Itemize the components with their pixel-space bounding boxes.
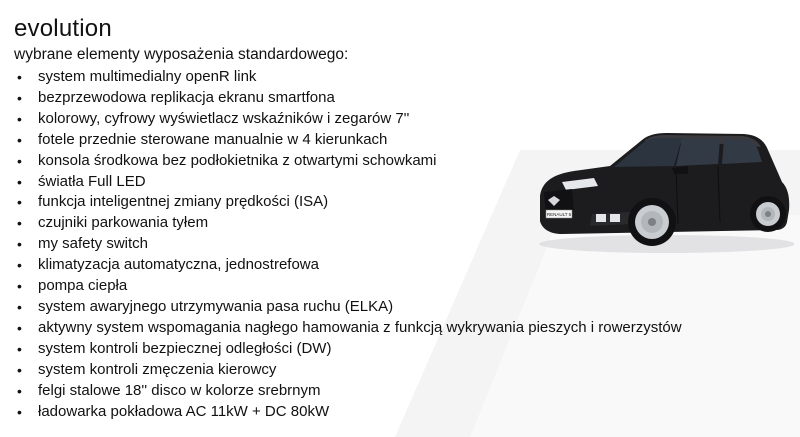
bullet-icon: • (17, 278, 22, 295)
feature-text: klimatyzacja automatyczna, jednostrefowa (38, 256, 319, 274)
bullet-icon: • (17, 152, 22, 169)
feature-text: system kontroli zmęczenia kierowcy (38, 360, 277, 378)
feature-text: ładowarka pokładowa AC 11kW + DC 80kW (38, 402, 330, 420)
bullet-icon: • (17, 403, 22, 420)
bullet-icon: • (17, 89, 22, 106)
bullet-icon: • (17, 257, 22, 274)
feature-item (14, 318, 794, 339)
feature-item (14, 88, 794, 109)
feature-text: funkcja inteligentnej zmiany prędkości (ISA) (38, 193, 329, 211)
feature-text: system awaryjnego utrzymywania pasa ruchu (ELKA) (38, 297, 394, 315)
bullet-icon: • (17, 361, 22, 378)
feature-text: felgi stalowe 18'' disco w kolorze srebrnym (38, 381, 321, 399)
bullet-icon: • (17, 319, 22, 336)
car-windshield (614, 138, 682, 167)
feature-text: czujniki parkowania tyłem (38, 214, 209, 232)
feature-text: system kontroli bezpiecznej odległości (DW) (38, 339, 332, 357)
bullet-icon: • (17, 69, 22, 85)
feature-text: system multimedialny openR link (38, 68, 257, 85)
feature-text: fotele przednie sterowane manualnie w 4 kierunkach (38, 130, 388, 148)
car-image (532, 126, 794, 256)
car-side-window (676, 139, 720, 166)
feature-item (14, 402, 794, 423)
bullet-icon: • (17, 131, 22, 148)
bullet-icon: • (17, 382, 22, 399)
feature-text: pompa ciepła (38, 277, 128, 295)
feature-text: kolorowy, cyfrowy wyświetlacz wskaźników i zegarów 7'' (38, 109, 410, 127)
rear-wheel (750, 196, 786, 232)
feature-item (14, 339, 794, 360)
features-subtitle: wybrane elementy wyposażenia standardowego: (14, 46, 349, 63)
feature-text: konsola środkowa bez podłokietnika z otwartymi schowkami (38, 151, 437, 169)
feature-text: my safety switch (38, 235, 149, 253)
bullet-icon: • (17, 340, 22, 357)
front-wheel (628, 198, 676, 246)
feature-item (14, 297, 794, 318)
bullet-icon: • (17, 110, 22, 127)
bullet-icon: • (17, 173, 22, 190)
feature-text: światła Full LED (38, 172, 146, 190)
feature-text: aktywny system wspomagania nagłego hamowania z funkcją wykrywania pieszych i rowerzystów (38, 318, 682, 336)
feature-item (14, 276, 794, 297)
feature-text: bezprzewodowa replikacja ekranu smartfona (38, 88, 335, 106)
feature-item (14, 360, 794, 381)
feature-item (14, 255, 794, 276)
feature-item (14, 381, 794, 402)
bullet-icon: • (17, 215, 22, 232)
page-title: evolution (14, 15, 112, 42)
bullet-icon: • (17, 298, 22, 315)
feature-item (14, 67, 794, 88)
bullet-icon: • (17, 194, 22, 211)
bullet-icon: • (17, 236, 22, 253)
license-plate-text: RENAULT 5 (546, 212, 572, 217)
